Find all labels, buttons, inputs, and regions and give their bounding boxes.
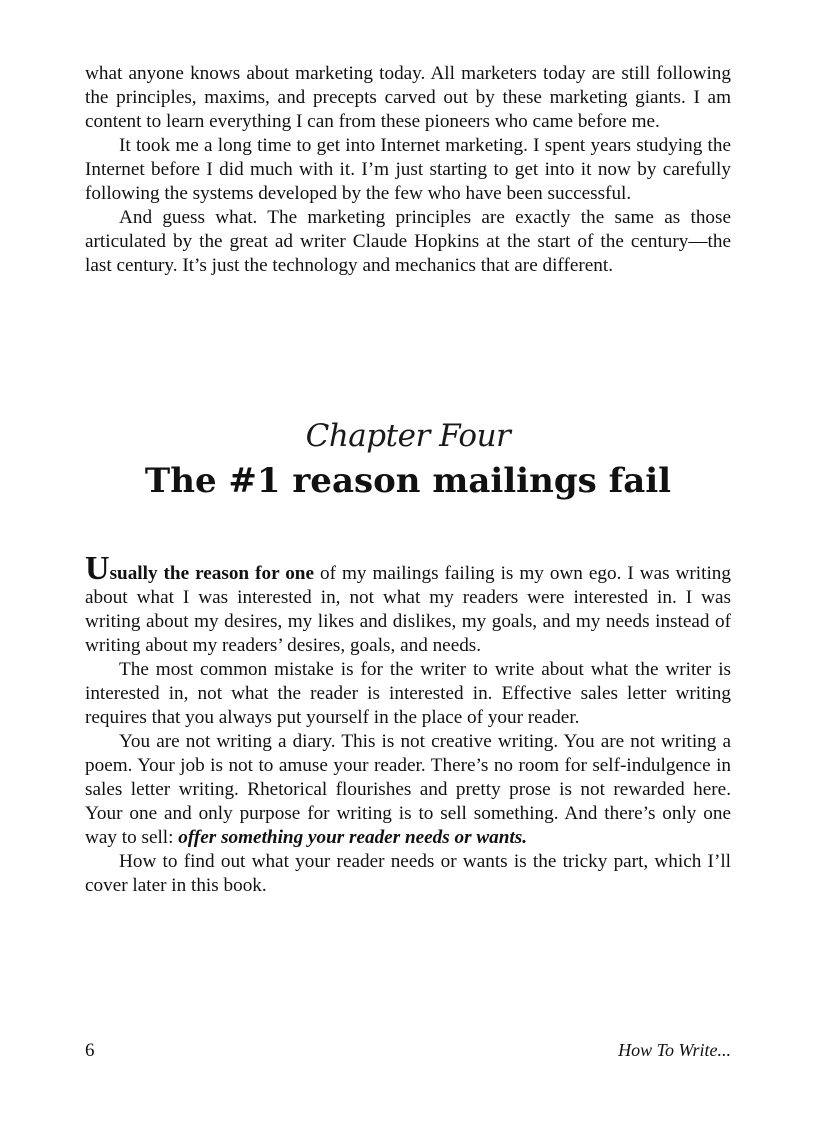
paragraph: what anyone knows about marketing today. All marketers today are still following the principles, maxims, and precepts carved out by these marketing giants. I am content to learn everything I can from these pioneers who came before me. <box>85 63 731 132</box>
paragraph <box>85 730 731 850</box>
paragraph-text: You are not writing a diary. This is not creative writing. You are not writing a poem. Your job is not to amuse your reader. There’s no room for self-indulgence in sales letter writing. Rhetorical flourishes and pretty prose is not rewarded here. Your one and only purpose for writing is to sell something. And there’s only one way to sell: <box>85 731 731 848</box>
emphasized-text: offer something your reader needs or wants. <box>178 827 528 848</box>
opening-paragraph-text: of my mailings failing is my own ego. I was writing about what I was interested in, not what my readers were interested in. I was writing about my desires, my likes and dislikes, my goals, and my needs instead of writing about my readers’ desires, goals, and needs. <box>85 563 731 656</box>
running-title: How To Write... <box>618 1040 731 1060</box>
drop-cap: U <box>85 550 110 587</box>
paragraph: And guess what. The marketing principles are exactly the same as those articulated by the great ad writer Claude Hopkins at the start of the century—the last century. It’s just the technology and mechanics that are different. <box>85 207 731 276</box>
paragraph: The most common mistake is for the writer to write about what the writer is interested in, not what the reader is interested in. Effective sales letter writing requires that you always put yourself in the place of your reader. <box>85 659 731 728</box>
chapter-label: Chapter Four <box>305 418 511 454</box>
lead-in-bold: sually the reason for one <box>109 563 314 584</box>
chapter-body <box>85 550 731 898</box>
chapter-title: The #1 reason mailings fail <box>144 461 672 501</box>
opening-paragraph <box>85 550 731 658</box>
top-text-block <box>85 62 731 278</box>
paragraph: It took me a long time to get into Internet marketing. I spent years studying the Internet before I did much with it. I’m just starting to get into it now by carefully following the systems developed by the few who have been successful. <box>85 135 731 204</box>
page-number: 6 <box>85 1040 95 1061</box>
paragraph: How to find out what your reader needs or wants is the tricky part, which I’ll cover later in this book. <box>85 851 731 896</box>
